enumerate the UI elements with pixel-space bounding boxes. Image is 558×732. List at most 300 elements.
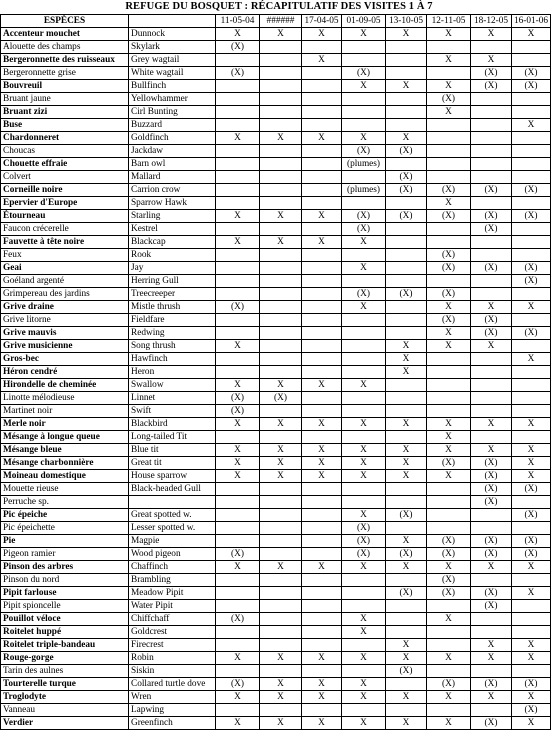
species-name-fr: Grive mauvis — [1, 327, 129, 340]
observation-cell — [471, 392, 512, 405]
observation-cell — [216, 262, 260, 275]
observation-cell — [386, 431, 427, 444]
observation-cell — [512, 392, 551, 405]
table-row — [1, 314, 551, 327]
observation-cell — [427, 496, 471, 509]
species-name-fr: Pigeon ramier — [1, 548, 129, 561]
observation-cell — [386, 93, 427, 106]
observation-cell — [216, 54, 260, 67]
observation-cell: X — [260, 28, 302, 41]
observation-cell — [216, 366, 260, 379]
species-name-en: Collared turtle dove — [129, 678, 216, 691]
observation-cell: X — [427, 106, 471, 119]
observation-cell: (X) — [471, 80, 512, 93]
observation-cell — [342, 171, 386, 184]
species-name-fr: Fauvette à tête noire — [1, 236, 129, 249]
species-name-fr: Choucas — [1, 145, 129, 158]
observation-cell: (X) — [471, 210, 512, 223]
species-name-fr: Tarin des aulnes — [1, 665, 129, 678]
observation-cell — [302, 249, 342, 262]
observation-cell — [471, 431, 512, 444]
table-row — [1, 561, 551, 574]
observation-cell — [386, 158, 427, 171]
observation-cell: X — [216, 561, 260, 574]
observation-cell: (X) — [342, 210, 386, 223]
observation-cell — [471, 93, 512, 106]
table-row — [1, 587, 551, 600]
observation-cell: (X) — [216, 678, 260, 691]
species-name-en: Goldcrest — [129, 626, 216, 639]
observation-cell — [216, 496, 260, 509]
observation-cell: X — [342, 418, 386, 431]
observation-cell — [260, 353, 302, 366]
observation-cell: X — [427, 431, 471, 444]
observation-cell: (X) — [512, 327, 551, 340]
table-row — [1, 184, 551, 197]
table-row — [1, 236, 551, 249]
observation-cell: X — [386, 652, 427, 665]
observation-cell: X — [386, 340, 427, 353]
observation-cell — [302, 171, 342, 184]
observation-cell — [471, 665, 512, 678]
observation-cell: X — [260, 210, 302, 223]
table-row — [1, 405, 551, 418]
observation-cell — [386, 54, 427, 67]
observation-cell — [471, 106, 512, 119]
species-name-en: Dunnock — [129, 28, 216, 41]
observation-cell — [342, 587, 386, 600]
table-row — [1, 119, 551, 132]
observation-cell: X — [302, 717, 342, 730]
table-row — [1, 54, 551, 67]
observation-cell — [427, 509, 471, 522]
observation-cell — [386, 262, 427, 275]
observation-cell: X — [386, 28, 427, 41]
observation-cell: X — [260, 236, 302, 249]
species-name-fr: Bruant zizi — [1, 106, 129, 119]
observation-cell — [471, 249, 512, 262]
species-name-en: Chiffchaff — [129, 613, 216, 626]
table-row — [1, 249, 551, 262]
observation-cell: X — [342, 28, 386, 41]
observation-cell: X — [302, 678, 342, 691]
observation-cell — [216, 535, 260, 548]
observation-cell: X — [512, 639, 551, 652]
observation-cell — [471, 353, 512, 366]
table-row — [1, 93, 551, 106]
observation-cell: X — [216, 691, 260, 704]
species-name-fr: Perruche sp. — [1, 496, 129, 509]
observation-cell: X — [216, 470, 260, 483]
observation-cell: X — [216, 418, 260, 431]
observation-cell: X — [216, 444, 260, 457]
species-name-fr: Hirondelle de cheminée — [1, 379, 129, 392]
species-name-fr: Merle noir — [1, 418, 129, 431]
species-name-fr: Grimpereau des jardins — [1, 288, 129, 301]
date-header: 16-01-06 — [512, 15, 551, 28]
observation-cell: (X) — [216, 405, 260, 418]
table-row — [1, 652, 551, 665]
observation-cell — [260, 327, 302, 340]
observation-cell — [260, 119, 302, 132]
observation-cell: (X) — [427, 678, 471, 691]
observation-cell: (X) — [427, 210, 471, 223]
species-name-fr: Pipit spioncelle — [1, 600, 129, 613]
observation-cell — [302, 353, 342, 366]
species-name-en: Mallard — [129, 171, 216, 184]
date-header: 01-09-05 — [342, 15, 386, 28]
observation-cell — [427, 392, 471, 405]
observation-cell — [216, 119, 260, 132]
observation-cell — [386, 236, 427, 249]
observation-cell — [342, 106, 386, 119]
observation-cell: X — [216, 652, 260, 665]
observation-cell — [471, 158, 512, 171]
observation-cell — [302, 314, 342, 327]
table-row — [1, 301, 551, 314]
species-name-en: Wood pigeon — [129, 548, 216, 561]
observation-cell — [302, 392, 342, 405]
table-row — [1, 392, 551, 405]
observation-cell — [260, 106, 302, 119]
table-row — [1, 678, 551, 691]
species-name-en: Barn owl — [129, 158, 216, 171]
observation-cell — [512, 600, 551, 613]
species-name-en: Firecrest — [129, 639, 216, 652]
observation-cell — [216, 522, 260, 535]
observation-cell: X — [342, 457, 386, 470]
species-name-fr: Bruant jaune — [1, 93, 129, 106]
observation-cell: (X) — [386, 548, 427, 561]
observation-cell — [471, 41, 512, 54]
species-name-fr: Chardonneret — [1, 132, 129, 145]
observation-cell — [342, 366, 386, 379]
observation-cell — [260, 626, 302, 639]
observation-cell — [471, 613, 512, 626]
species-name-fr: Pic épeiche — [1, 509, 129, 522]
species-name-fr: Troglodyte — [1, 691, 129, 704]
species-name-en: Lapwing — [129, 704, 216, 717]
observation-cell: (X) — [386, 665, 427, 678]
species-name-en: White wagtail — [129, 67, 216, 80]
table-row — [1, 132, 551, 145]
observation-cell: (X) — [427, 93, 471, 106]
observation-cell — [386, 249, 427, 262]
species-name-en: Linnet — [129, 392, 216, 405]
observation-cell: X — [216, 210, 260, 223]
header-row — [1, 15, 551, 28]
observation-cell — [427, 275, 471, 288]
observation-cell — [342, 574, 386, 587]
observation-cell — [302, 626, 342, 639]
observation-cell — [302, 509, 342, 522]
observation-cell — [302, 275, 342, 288]
observation-cell — [512, 106, 551, 119]
observation-cell — [302, 80, 342, 93]
species-name-fr: Pipit farlouse — [1, 587, 129, 600]
observation-cell: (X) — [386, 145, 427, 158]
observation-cell — [471, 626, 512, 639]
observation-cell: X — [302, 561, 342, 574]
observation-cell — [342, 353, 386, 366]
observation-cell: X — [512, 418, 551, 431]
observation-cell — [260, 145, 302, 158]
species-name-fr: Pouillot véloce — [1, 613, 129, 626]
observation-cell — [302, 535, 342, 548]
observation-cell: X — [427, 301, 471, 314]
table-row — [1, 366, 551, 379]
observation-cell — [471, 145, 512, 158]
observation-cell: X — [471, 652, 512, 665]
observation-cell: (X) — [386, 171, 427, 184]
observation-cell — [512, 41, 551, 54]
species-name-fr: Colvert — [1, 171, 129, 184]
species-name-fr: Héron cendré — [1, 366, 129, 379]
species-name-en: Starling — [129, 210, 216, 223]
observation-cell — [302, 639, 342, 652]
species-name-en: Sparrow Hawk — [129, 197, 216, 210]
observation-cell — [216, 587, 260, 600]
observation-cell — [386, 119, 427, 132]
observation-cell — [386, 522, 427, 535]
observation-cell: X — [216, 379, 260, 392]
observation-cell — [471, 119, 512, 132]
observation-cell: X — [302, 652, 342, 665]
observation-cell — [342, 54, 386, 67]
species-name-fr: Moineau domestique — [1, 470, 129, 483]
observation-cell — [342, 600, 386, 613]
observation-cell — [216, 509, 260, 522]
observation-cell: (X) — [386, 587, 427, 600]
species-name-fr: Mésange bleue — [1, 444, 129, 457]
table-row — [1, 353, 551, 366]
observation-cell — [302, 496, 342, 509]
observation-cell: (X) — [512, 80, 551, 93]
observation-cell — [471, 197, 512, 210]
observation-cell: X — [427, 418, 471, 431]
observation-cell — [386, 483, 427, 496]
observation-cell — [302, 67, 342, 80]
table-row — [1, 275, 551, 288]
table-row — [1, 379, 551, 392]
observation-cell — [302, 158, 342, 171]
observation-cell: X — [216, 717, 260, 730]
species-name-fr: Feux — [1, 249, 129, 262]
table-row — [1, 41, 551, 54]
observation-cell: (X) — [471, 678, 512, 691]
observation-cell — [302, 301, 342, 314]
observation-cell: (X) — [216, 301, 260, 314]
observation-cell — [260, 262, 302, 275]
observation-cell: (X) — [471, 587, 512, 600]
observation-cell: X — [216, 28, 260, 41]
observation-cell: (X) — [512, 67, 551, 80]
observation-cell: X — [302, 54, 342, 67]
observation-cell: X — [342, 80, 386, 93]
species-name-en: Siskin — [129, 665, 216, 678]
species-name-en: Treecreeper — [129, 288, 216, 301]
observation-cell: (X) — [471, 327, 512, 340]
observation-cell: (X) — [342, 288, 386, 301]
observation-cell — [260, 54, 302, 67]
species-name-fr: Linotte mélodieuse — [1, 392, 129, 405]
observation-cell — [216, 431, 260, 444]
observation-cell — [386, 314, 427, 327]
observation-cell — [260, 223, 302, 236]
species-name-fr: Gros-bec — [1, 353, 129, 366]
observation-cell: (X) — [512, 262, 551, 275]
observation-cell: (X) — [512, 678, 551, 691]
observation-cell: X — [342, 444, 386, 457]
observation-cell: X — [512, 470, 551, 483]
observation-cell — [512, 197, 551, 210]
species-name-en: Swallow — [129, 379, 216, 392]
observation-cell — [302, 223, 342, 236]
observation-cell: (X) — [427, 457, 471, 470]
observation-cell — [471, 509, 512, 522]
observation-cell — [471, 704, 512, 717]
observation-cell — [302, 665, 342, 678]
observation-cell — [260, 340, 302, 353]
observation-cell — [512, 314, 551, 327]
observation-cell: (X) — [216, 392, 260, 405]
observation-cell — [342, 340, 386, 353]
observation-cell: X — [342, 652, 386, 665]
observation-cell: (X) — [342, 535, 386, 548]
observation-cell — [386, 704, 427, 717]
observation-cell: X — [342, 717, 386, 730]
observation-cell — [427, 67, 471, 80]
observation-cell — [427, 366, 471, 379]
table-row — [1, 600, 551, 613]
observation-cell: X — [471, 691, 512, 704]
observation-cell: X — [512, 652, 551, 665]
table-row — [1, 470, 551, 483]
observation-cell — [216, 106, 260, 119]
species-name-en: Magpie — [129, 535, 216, 548]
observation-cell — [302, 197, 342, 210]
observation-cell: X — [260, 418, 302, 431]
date-header: 12-11-05 — [427, 15, 471, 28]
observation-cell — [216, 93, 260, 106]
species-name-en: Jackdaw — [129, 145, 216, 158]
observation-cell — [342, 704, 386, 717]
observation-cell — [427, 522, 471, 535]
observation-cell: (X) — [386, 288, 427, 301]
observation-cell — [512, 132, 551, 145]
observation-cell — [216, 171, 260, 184]
table-row — [1, 496, 551, 509]
observation-cell: X — [342, 470, 386, 483]
observation-cell: (X) — [427, 574, 471, 587]
species-name-fr: Grive draine — [1, 301, 129, 314]
observation-cell: X — [512, 587, 551, 600]
observation-cell — [427, 145, 471, 158]
observation-cell: (X) — [471, 262, 512, 275]
observation-cell: X — [386, 470, 427, 483]
observation-cell — [386, 574, 427, 587]
observation-cell — [512, 249, 551, 262]
observation-cell: (X) — [342, 145, 386, 158]
observation-cell — [216, 327, 260, 340]
observation-cell — [386, 678, 427, 691]
observation-cell: X — [471, 301, 512, 314]
species-name-fr: Pie — [1, 535, 129, 548]
species-name-en: Song thrush — [129, 340, 216, 353]
observation-cell — [260, 288, 302, 301]
observation-cell — [216, 80, 260, 93]
species-name-en: Meadow Pipit — [129, 587, 216, 600]
observation-cell — [386, 275, 427, 288]
observation-cell — [302, 548, 342, 561]
observation-cell — [260, 704, 302, 717]
observation-cell: X — [342, 132, 386, 145]
species-name-fr: Geai — [1, 262, 129, 275]
table-row — [1, 262, 551, 275]
observation-cell — [260, 80, 302, 93]
species-name-en: Wren — [129, 691, 216, 704]
species-name-en: Water Pipit — [129, 600, 216, 613]
observation-cell — [216, 639, 260, 652]
species-name-en: Heron — [129, 366, 216, 379]
observation-cell: X — [342, 301, 386, 314]
observation-cell: X — [386, 561, 427, 574]
observation-cell — [342, 483, 386, 496]
observation-cell: X — [342, 613, 386, 626]
observation-cell: X — [260, 470, 302, 483]
observation-cell — [216, 145, 260, 158]
observation-cell — [302, 119, 342, 132]
observation-cell — [260, 587, 302, 600]
observation-cell — [216, 704, 260, 717]
english-header — [129, 15, 216, 28]
table-row — [1, 158, 551, 171]
observation-cell: (X) — [342, 67, 386, 80]
species-name-en: Bullfinch — [129, 80, 216, 93]
observation-cell — [260, 613, 302, 626]
observation-cell — [302, 704, 342, 717]
observation-cell — [216, 574, 260, 587]
observation-cell: X — [302, 444, 342, 457]
observation-cell — [342, 392, 386, 405]
observation-cell: X — [512, 457, 551, 470]
observation-cell: (X) — [386, 509, 427, 522]
observation-cell — [260, 366, 302, 379]
observation-cell — [302, 262, 342, 275]
observation-cell: X — [386, 457, 427, 470]
species-name-fr: Bouvreuil — [1, 80, 129, 93]
observation-cell: (X) — [427, 314, 471, 327]
observation-cell: X — [302, 28, 342, 41]
observation-cell: (X) — [471, 548, 512, 561]
observation-cell — [260, 483, 302, 496]
observation-cell — [302, 587, 342, 600]
table-row — [1, 639, 551, 652]
observation-cell: (plumes) — [342, 184, 386, 197]
observation-cell — [260, 496, 302, 509]
observation-cell — [342, 405, 386, 418]
species-name-fr: Pinson du nord — [1, 574, 129, 587]
observation-cell — [512, 665, 551, 678]
observation-cell: X — [342, 262, 386, 275]
observation-cell: X — [260, 717, 302, 730]
table-row — [1, 223, 551, 236]
observation-cell: X — [260, 691, 302, 704]
observation-cell: X — [427, 28, 471, 41]
observation-cell — [216, 223, 260, 236]
observation-cell — [427, 626, 471, 639]
observation-cell: (X) — [512, 535, 551, 548]
